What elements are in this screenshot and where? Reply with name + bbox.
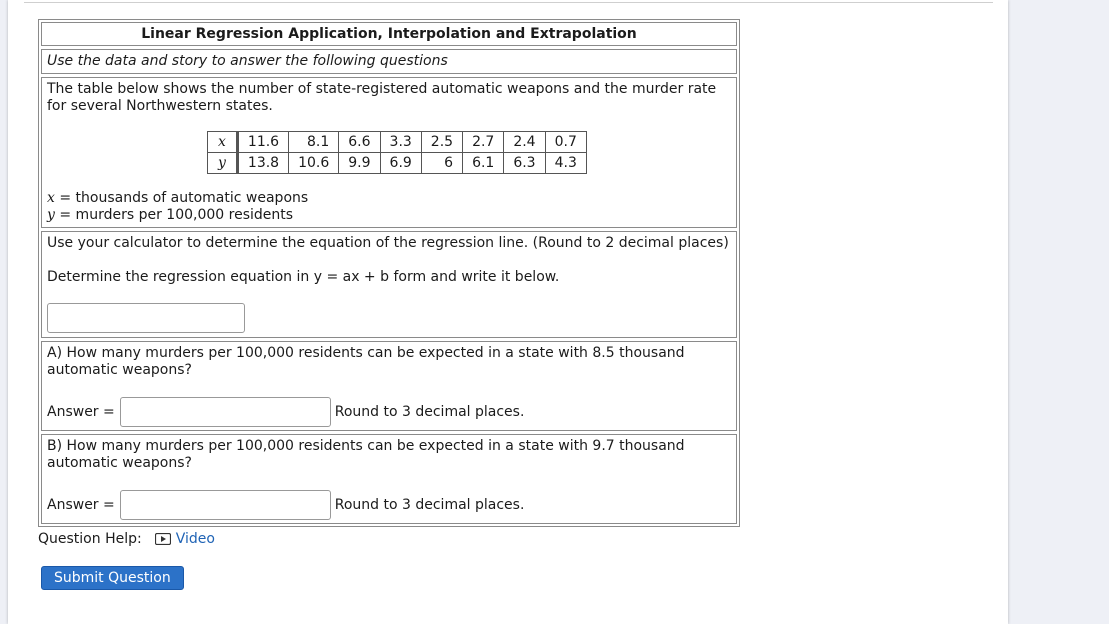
part-b-prompt: B) How many murders per 100,000 residents can be expected in a state with 9.7 thousand automatic weapons? (47, 438, 685, 471)
regression-prompt: Use your calculator to determine the equation of the regression line. (Round to 2 decimal places) (47, 235, 729, 251)
y-value-cell: 6.1 (463, 153, 504, 174)
y-value-cell: 4.3 (545, 153, 586, 174)
part-a-section (41, 341, 737, 431)
part-a-answer-input[interactable] (120, 397, 331, 427)
part-a-hint: Round to 3 decimal places. (334, 403, 525, 420)
part-b-hint: Round to 3 decimal places. (334, 496, 525, 513)
y-def-text: = murders per 100,000 residents (59, 207, 294, 223)
part-a-answer-label: Answer = (47, 403, 115, 420)
question-help-label: Question Help: (38, 531, 142, 547)
y-header: y (208, 153, 238, 174)
x-value-cell: 2.5 (421, 132, 462, 153)
y-definition (47, 207, 731, 224)
video-icon[interactable] (155, 533, 171, 545)
submit-question-button[interactable]: Submit Question (41, 566, 184, 590)
x-value-cell: 3.3 (380, 132, 421, 153)
x-def-var: x (47, 190, 55, 206)
top-divider (24, 2, 993, 3)
data-table (207, 131, 587, 174)
regression-section (41, 231, 737, 338)
instructions: Use the data and story to answer the following questions (41, 49, 737, 74)
x-value-cell: 11.6 (237, 132, 288, 153)
x-value-cell: 2.7 (463, 132, 504, 153)
question-table (38, 19, 740, 527)
y-row (208, 153, 587, 174)
x-value-cell: 0.7 (545, 132, 586, 153)
x-value-cell: 8.1 (289, 132, 339, 153)
y-value-cell: 6 (421, 153, 462, 174)
part-b-answer-label: Answer = (47, 496, 115, 513)
y-def-var: y (47, 207, 55, 223)
y-value-cell: 6.9 (380, 153, 421, 174)
x-value-cell: 2.4 (504, 132, 545, 153)
x-def-text: = thousands of automatic weapons (59, 190, 309, 206)
y-value-cell: 6.3 (504, 153, 545, 174)
part-b-answer-input[interactable] (120, 490, 331, 520)
x-definition (47, 190, 731, 207)
y-value-cell: 13.8 (237, 153, 288, 174)
y-value-cell: 10.6 (289, 153, 339, 174)
story-text: The table below shows the number of state-registered automatic weapons and the murder rate for several Northwestern states. (47, 81, 717, 114)
x-header: x (208, 132, 238, 153)
question-title: Linear Regression Application, Interpolation and Extrapolation (41, 22, 737, 46)
story-section (41, 77, 737, 228)
video-link[interactable]: Video (175, 531, 215, 547)
part-a-prompt: A) How many murders per 100,000 residents can be expected in a state with 8.5 thousand automatic weapons? (47, 345, 685, 378)
regression-equation-input[interactable] (47, 303, 245, 333)
y-value-cell: 9.9 (339, 153, 380, 174)
question-card (8, 0, 1008, 624)
part-b-section (41, 434, 737, 524)
x-value-cell: 6.6 (339, 132, 380, 153)
question-help (38, 531, 215, 547)
regression-sub-prompt: Determine the regression equation in y = ax + b form and write it below. (47, 269, 560, 285)
x-row (208, 132, 587, 153)
